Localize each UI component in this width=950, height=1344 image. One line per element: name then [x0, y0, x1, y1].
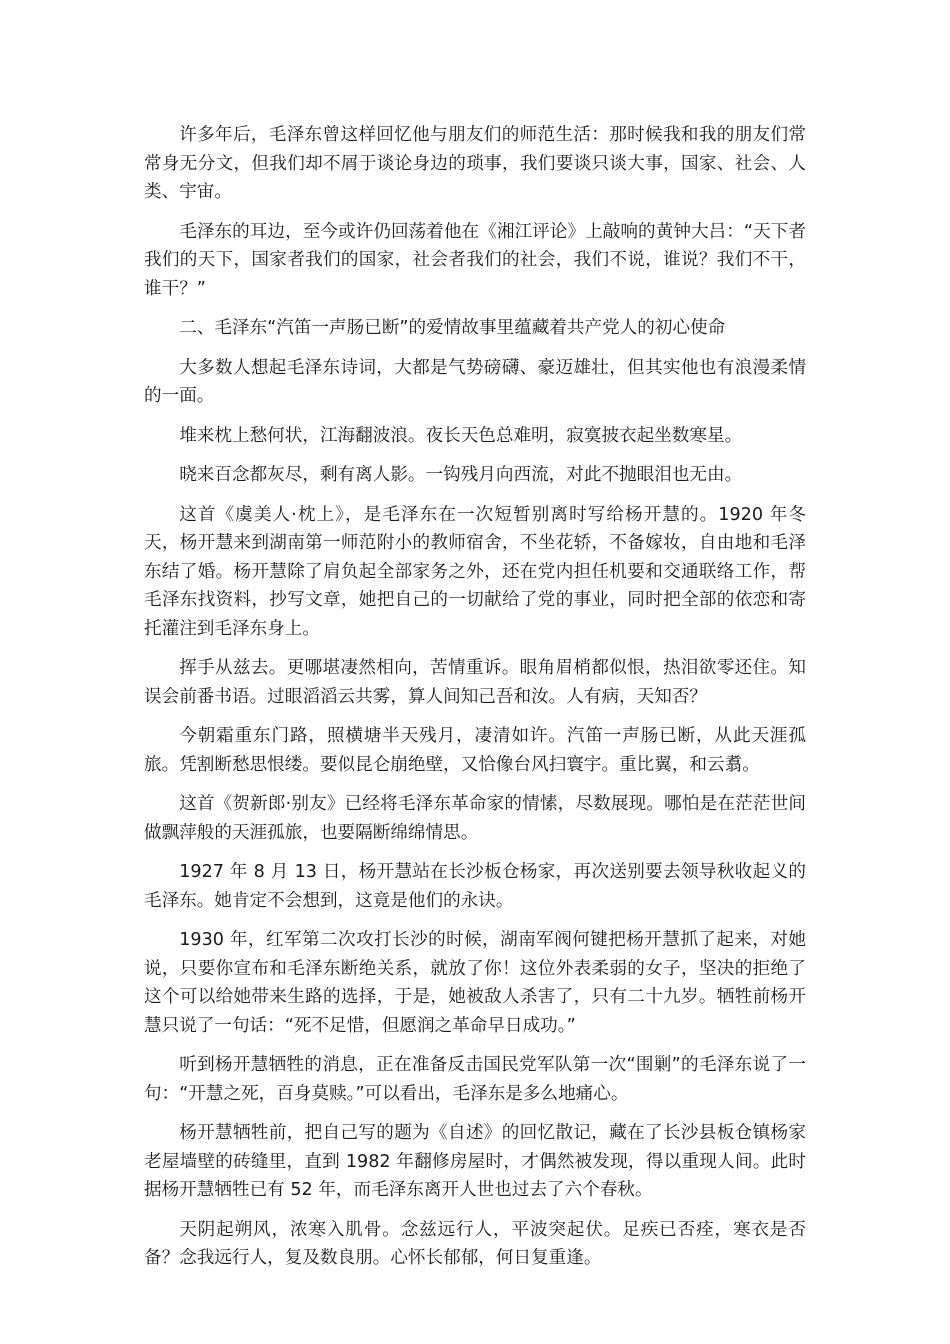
poem-line: 晓来百念都灰尽，剩有离人影。一钩残月向西流，对此不抛眼泪也无由。: [179, 465, 743, 485]
poem-stanza: 今朝霜重东门路，照横塘半天残月，凄清如许。汽笛一声肠已断，从此天涯孤旅。凭割断愁思恨缕。要似昆仑崩绝壁，又恰像台风扫寰宇。重比翼，和云翥。: [144, 726, 806, 775]
poem-line: 堆来枕上愁何状，江海翻波浪。夜长天色总难明，寂寞披衣起坐数寒星。: [179, 425, 743, 446]
paragraph-hexinlang: 这首《贺新郎·别友》已经将毛泽东革命家的情愫，尽数展现。哪怕是在茫茫世间做飘萍般的天涯孤旅，也要隔断绵绵情思。: [144, 794, 806, 843]
paragraph-news-of-death: 听到杨开慧牺牲的消息，正在准备反击国民党军队第一次“围剿”的毛泽东说了一句：“开慧之死，百身莫赎。”可以看出，毛泽东是多么地痛心。: [144, 1055, 806, 1104]
poem-stanza: 挥手从兹去。更哪堪凄然相向，苦情重诉。眼角眉梢都似恨，热泪欲零还住。知误会前番书语。过眼滔滔云共雾，算人间知己吾和汝。人有病，天知否？: [144, 658, 806, 707]
poem-memoir: 天阴起朔风，浓寒入肌骨。念兹远行人，平波突起伏。足疾已否痊，寒衣是否备？念我远行人，复及数良朋。心怀长郁郁，何日复重逢。: [144, 1219, 806, 1268]
paragraph-yumeiren: 这首《虞美人·枕上》，是毛泽东在一次短暂别离时写给杨开慧的。1920 年冬天，杨开慧来到湖南第一师范附小的教师宿舍，不坐花轿，不备嫁妆，自由地和毛泽东结了婚。杨开慧除了肩负起全部家务之外，还在党内担任机要和交通联络工作，帮毛泽东找资料，抄写文章，她把自己的一切献给了党的事业，同时把全部的依恋和寄托灌注到毛泽东身上。: [144, 504, 806, 639]
paragraph-1927: 1927 年 8 月 13 日，杨开慧站在长沙板仓杨家，再次送别要去领导秋收起义的毛泽东。她肯定不会想到，这竟是他们的永诀。: [144, 862, 806, 911]
paragraph-memory: 许多年后，毛泽东曾这样回忆他与朋友们的师范生活：那时候我和我的朋友们常常身无分文，但我们却不屑于谈论身边的琐事，我们要谈只谈大事，国家、社会、人类、宇宙。: [144, 125, 806, 202]
paragraph-1930: 1930 年，红军第二次攻打长沙的时候，湖南军阀何键把杨开慧抓了起来，对她说，只要你宣布和毛泽东断绝关系，就放了你！这位外表柔弱的女子，坚决的拒绝了这个可以给她带来生路的选择，于是，她被敌人杀害了，只有二十九岁。牺牲前杨开慧只说了一句话：“死不足惜，但愿润之革命早日成功。”: [144, 930, 806, 1036]
paragraph-memoir-discovery: 杨开慧牺牲前，把自己写的题为《自述》的回忆散记，藏在了长沙县板仓镇杨家老屋墙壁的砖缝里，直到 1982 年翻修房屋时，才偶然被发现，得以重现人间。此时据杨开慧牺牲已有 52 年，而毛泽东离开人世也过去了六个春秋。: [144, 1123, 806, 1200]
section-heading: 二、毛泽东“汽笛一声肠已断”的爱情故事里蕴藏着共产党人的初心使命: [179, 318, 726, 338]
paragraph-poetry-intro: 大多数人想起毛泽东诗词，大都是气势磅礴、豪迈雄壮，但其实他也有浪漫柔情的一面。: [144, 357, 806, 406]
article-body: [144, 121, 806, 1284]
paragraph-xiangjiang-review: 毛泽东的耳边，至今或许仍回荡着他在《湘江评论》上敲响的黄钟大吕：“天下者我们的天下，国家者我们的国家，社会者我们的社会，我们不说，谁说？我们不干，谁干？”: [144, 221, 806, 299]
